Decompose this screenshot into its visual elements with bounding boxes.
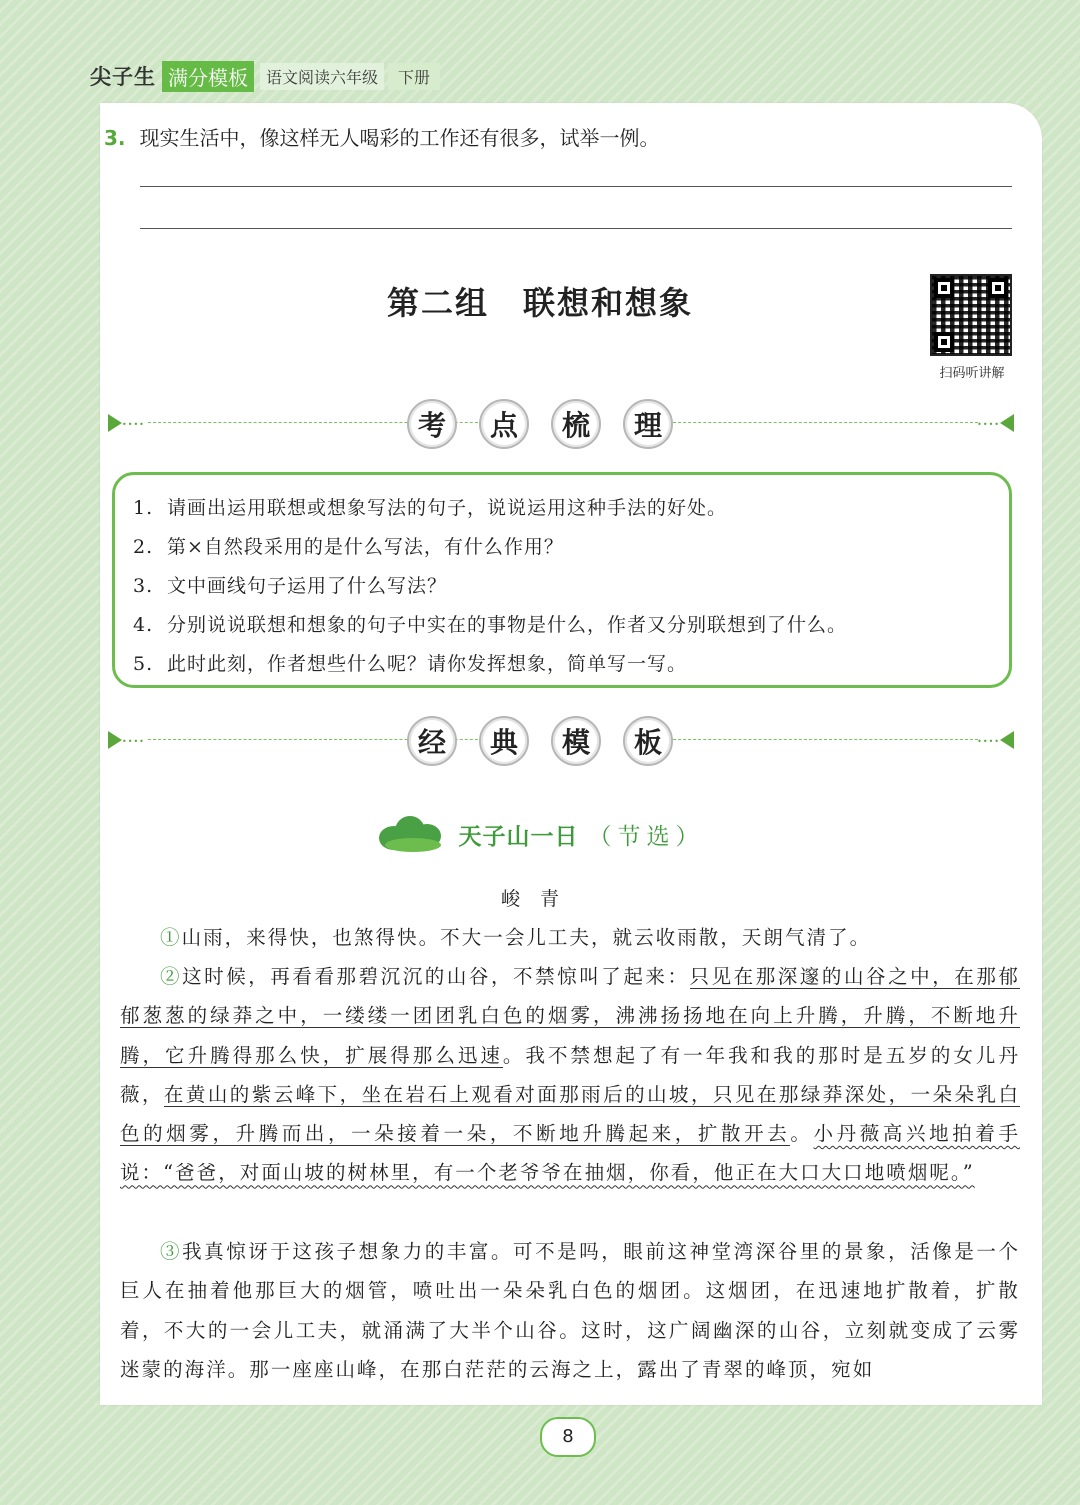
qr-code-icon[interactable] [930,274,1012,356]
heading-char: 板 [623,716,673,766]
key-point-item: 5. 此时此刻，作者想些什么呢？请你发挥想象，简单写一写。 [133,653,688,675]
page-number: 8 [540,1417,596,1457]
heading-char: 点 [479,399,529,449]
wavy-underlined-sentence: 小丹薇高兴地拍着手说：“爸爸，对面山坡的树林里，有一个老爷爷在抽烟，你看，他正在大口大口地喷烟呢。” [120,1122,1020,1185]
heading-char: 梳 [551,399,601,449]
heading-char: 典 [479,716,529,766]
heading-char: 模 [551,716,601,766]
question-3 [104,122,660,151]
subject-label: 语文阅读六年级 [260,63,384,90]
question-number: 3. [104,126,126,150]
key-point-item: 2. 第×自然段采用的是什么写法，有什么作用？ [133,536,564,558]
heading-char: 理 [623,399,673,449]
answer-line[interactable] [140,186,1012,187]
cloud-icon [375,812,447,856]
key-point-item: 4. 分别说说联想和想象的句子中实在的事物是什么，作者又分别联想到了什么。 [133,614,848,636]
underlined-sentence: 在黄山的紫云峰下，坐在岩石上观看对面那雨后的山坡，只见在那绿莽深处，一朵朵乳白色的烟雾，升腾而出，一朵接着一朵，不断地升腾起来，扩散开去 [120,1082,1020,1146]
volume-label: 下册 [388,63,440,90]
template-band: •••• •••• [108,720,1014,760]
paragraph-1: ①山雨，来得快，也煞得快。不大一会儿工夫，就云收雨散，天朗气清了。 [160,926,872,949]
story-author: 峻青 [500,888,579,910]
key-point-item: 3. 文中画线句子运用了什么写法？ [133,575,448,597]
question-text: 现实生活中，像这样无人喝彩的工作还有很多，试举一例。 [139,126,660,150]
underlined-sentence: 只见在那深邃的山谷之中，在那郁郁葱葱的绿莽之中，一缕缕一团团乳白色的烟雾，沸沸扬扬地在向上升腾，升腾，不断地升腾，它升腾得那么快，扩展得那么迅速 [120,965,1020,1067]
series-tag: 满分模板 [162,61,254,92]
key-point-item: 1. 请画出运用联想或想象写法的句子，说说运用这种手法的好处。 [133,497,728,519]
key-points-box [112,472,1012,688]
story-title [0,812,1080,856]
template-heading [0,716,1080,766]
key-points-heading [0,399,1080,449]
story-name: 天子山一日 [458,822,579,850]
qr-caption: 扫码听讲解 [939,366,1005,381]
section-title: 第二组 联想和想象 [386,284,693,322]
heading-char: 考 [407,399,457,449]
key-points-band: •••• •••• [108,403,1014,443]
book-header [90,62,440,90]
answer-line[interactable] [140,228,1012,229]
paragraph-3: ③我真惊讶于这孩子想象力的丰富。可不是吗，眼前这神堂湾深谷里的景象，活像是一个巨人在抽着他那巨大的烟管，喷吐出一朵朵乳白色的烟团。这烟团，在迅速地扩散着，扩散着，不大的一会儿工夫，就涌满了大半个山谷。这时，这广阔幽深的山谷，立刻就变成了云雾迷蒙的海洋。那一座座山峰，在那白茫茫的云海之上，露出了青翠的峰顶，宛如 [120,1240,1020,1381]
heading-char: 经 [407,716,457,766]
story-excerpt-note: （节选） [588,823,705,850]
brand-name: 尖子生 [90,65,156,89]
paragraph-2: ②这时候，再看看那碧沉沉的山谷，不禁惊叫了起来：只见在那深邃的山谷之中，在那郁郁葱葱的绿莽之中，一缕缕一团团乳白色的烟雾，沸沸扬扬地在向上升腾，升腾，不断地升腾，它升腾得那么快，扩展得那么迅速。我不禁想起了有一年我和我的那时是五岁的女儿丹薇，在黄山的紫云峰下，坐在岩石上观看对面那雨后的山坡，只见在那绿莽深处，一朵朵乳白色的烟雾，升腾而出，一朵接着一朵，不断地升腾起来，扩散开去。小丹薇高兴地拍着手说：“爸爸，对面山坡的树林里，有一个老爷爷在抽烟，你看，他正在大口大口地喷烟呢。” [120,965,1020,1185]
